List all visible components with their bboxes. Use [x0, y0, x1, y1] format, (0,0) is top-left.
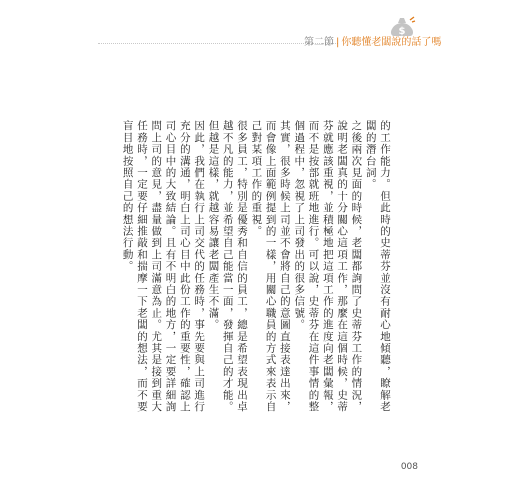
chapter-title: 你聽懂老闆說的話了嗎	[341, 37, 442, 48]
paragraph: 因此，我們在執行上司交代的任務時，事先要與上司進行充分的溝通，明白上司心目中此份工作的重要性，確認上司心目中的大致結論。且有不明白的地方，一定要詳細詢問上司的意見，盡量做到上司滿意為止。尤其是接到重大任務時，一定要仔細推敲和揣摩一下老闆的想法，而不要盲目地按照自己的想法行動。	[121, 120, 206, 413]
page-number: 008	[400, 462, 418, 472]
paragraph: 的工作能力。但此時的史蒂芬並沒有耐心地傾聽，瞭解老闆的潛台詞。	[364, 120, 391, 413]
paragraph: 之後兩次見面的時候，老闆都詢問了史蒂芬工作的情況，說明老闆真的十分關心這項工作，那麼在這個時候，史蒂芬就應該重視，並積極地把這項工作的進度向老闆彙報，而不是按部就班地進行。可以說，史蒂芬在這件事情的整個過程中，忽視了上司發出的很多信號。	[293, 120, 363, 413]
svg-text:$: $	[398, 26, 406, 37]
running-header	[98, 24, 442, 54]
money-bag-icon	[388, 14, 416, 42]
header-text	[304, 36, 444, 50]
paragraph: 其實，很多時候上司並不會將自己的意圖直接表達出來，而會像上面範例提到的一樣，用關心職員的方式來表示自己對某項工作的重視。	[250, 120, 291, 413]
paragraph: 很多員工，特別是優秀和自信的員工，總是希望表現出卓越不凡的能力，並希望自己能當一面，發揮自己的才能。但越是這樣，就越容易讓老闆產生不滿。	[207, 120, 249, 413]
header-rule	[98, 43, 338, 44]
header-separator: |	[336, 37, 340, 48]
chapter-label: 第二節	[304, 37, 334, 48]
body-text	[121, 120, 392, 420]
